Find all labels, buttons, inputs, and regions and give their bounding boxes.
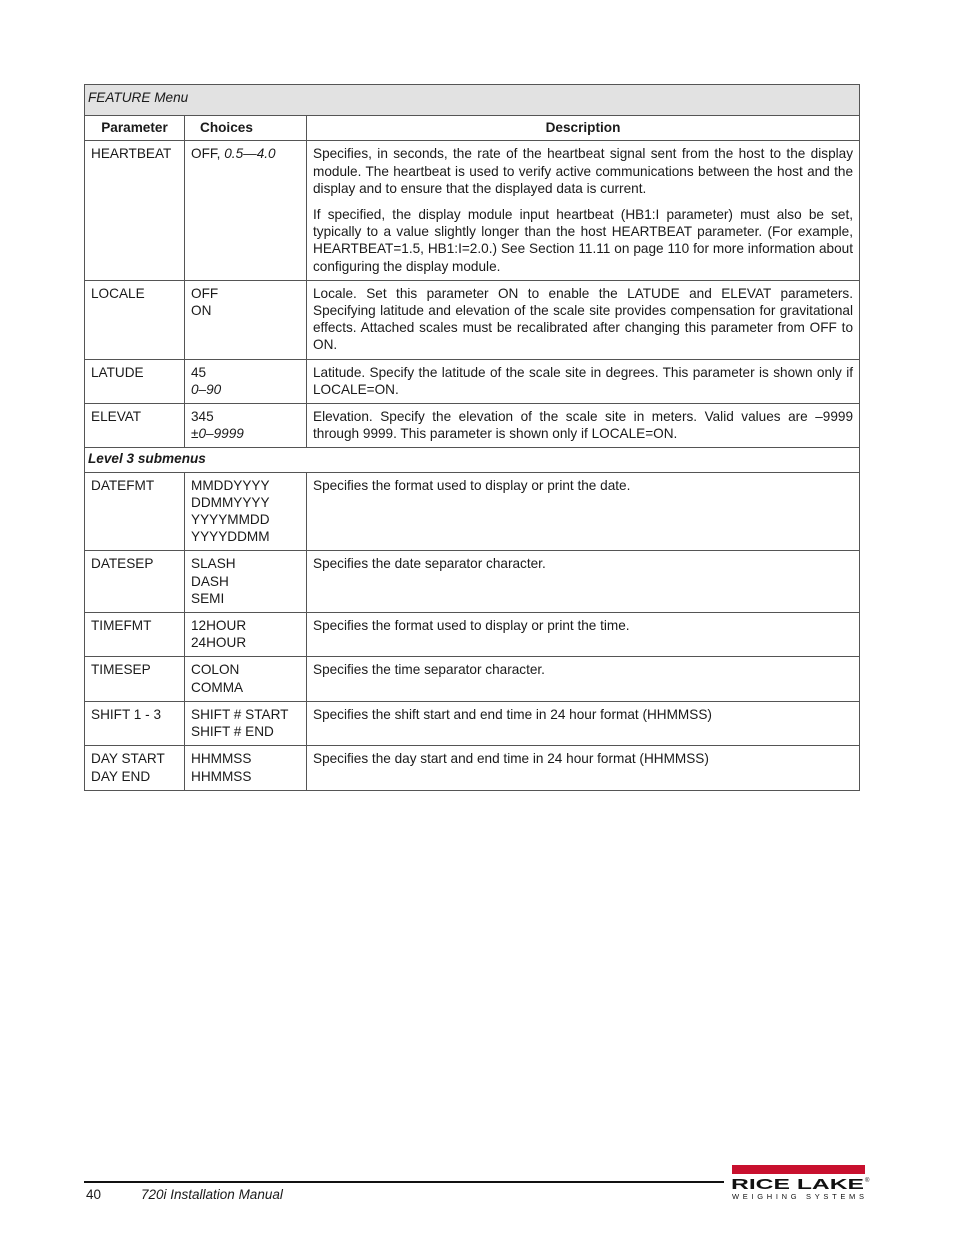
description-cell	[307, 613, 860, 657]
param-cell	[85, 551, 185, 613]
description-text: Locale. Set this parameter ON to enable the LATUDE and ELEVAT parameters. Specifying latitude and elevation of the scale site provides compensation for gravitational effects. Attached scales must be recalibrated after changing this parameter from OFF to ON.	[313, 285, 854, 353]
choices-cell	[185, 472, 307, 551]
param-name: DAY START	[91, 751, 165, 767]
choice-item: COMMA	[191, 679, 244, 695]
param-cell	[85, 359, 185, 403]
choices-cell	[185, 359, 307, 403]
table-row	[85, 404, 860, 448]
param-name: DAY END	[91, 768, 151, 784]
description-text: Specifies the time separator character.	[313, 662, 545, 678]
description-cell	[307, 280, 860, 359]
description-cell	[307, 472, 860, 551]
table-header-row	[85, 116, 860, 141]
description-text: If specified, the display module input heartbeat (HB1:I parameter) must also be set, typically to a value slightly longer than the host HEARTBEAT parameter. (For example, HEARTBEAT=1.5, HB1:I=2.0.) See Section 11.11 on page 110 for more information about configuring the display module.	[313, 207, 854, 274]
subheading-row	[85, 448, 860, 472]
param-name: DATESEP	[91, 556, 154, 572]
param-cell	[85, 141, 185, 280]
choice-default: 45	[191, 364, 207, 380]
page-number: 40	[86, 1187, 102, 1202]
feature-menu-table	[84, 84, 860, 791]
table-row	[85, 359, 860, 403]
description-text: Specifies the date separator character.	[313, 556, 546, 572]
description-cell	[307, 657, 860, 701]
table-row	[85, 613, 860, 657]
choice-item: DDMMYYYY	[191, 494, 270, 510]
param-cell	[85, 746, 185, 790]
column-header-parameter: Parameter	[85, 116, 185, 141]
table-row	[85, 746, 860, 790]
choices-cell	[185, 657, 307, 701]
table-row	[85, 657, 860, 701]
choices-cell	[185, 613, 307, 657]
choices-cell	[185, 280, 307, 359]
choice-item: YYYYDDMM	[191, 529, 270, 545]
choice-item: HHMMSS	[191, 768, 252, 784]
choice-default: OFF,	[191, 146, 221, 162]
description-cell	[307, 404, 860, 448]
logo-wordmark: RICE LAKE	[731, 1176, 864, 1193]
param-name: TIMESEP	[91, 662, 151, 678]
table-row	[85, 701, 860, 745]
choice-item: COLON	[191, 662, 240, 678]
param-cell	[85, 280, 185, 359]
choice-item: 12HOUR	[191, 618, 247, 634]
description-text: Specifies the shift start and end time in 24 hour format (HHMMSS)	[313, 706, 712, 722]
table-title: FEATURE Menu	[85, 85, 860, 116]
description-cell	[307, 141, 860, 280]
logo-registered-mark: ®	[865, 1178, 870, 1184]
logo-tagline: WEIGHING SYSTEMS	[732, 1192, 864, 1201]
choice-range: 0–90	[191, 381, 222, 397]
choices-cell	[185, 141, 307, 280]
choice-range: ±0–9999	[191, 426, 244, 442]
param-name: TIMEFMT	[91, 618, 152, 634]
description-text: Specifies the format used to display or print the date.	[313, 477, 631, 493]
choice-item: OFF	[191, 285, 219, 301]
choice-item: SHIFT # START	[191, 706, 289, 722]
param-cell	[85, 613, 185, 657]
description-cell	[307, 746, 860, 790]
table-row	[85, 472, 860, 551]
param-cell	[85, 472, 185, 551]
rice-lake-logo	[725, 1165, 870, 1201]
table-row	[85, 551, 860, 613]
choice-item: SEMI	[191, 590, 225, 606]
param-name: SHIFT 1 - 3	[91, 706, 161, 722]
description-text: Elevation. Specify the elevation of the scale site in meters. Valid values are –9999 through 9999. This parameter is shown only if LOCALE=ON.	[313, 409, 854, 442]
choices-cell	[185, 404, 307, 448]
table-row	[85, 280, 860, 359]
choices-cell	[185, 746, 307, 790]
manual-title: 720i Installation Manual	[141, 1187, 283, 1202]
choice-item: DASH	[191, 573, 229, 589]
description-text: Specifies, in seconds, the rate of the heartbeat signal sent from the host to the display module. The heartbeat is used to verify active communications between the host and the display and to ensure that the displayed data is current.	[313, 146, 854, 196]
column-header-description: Description	[307, 116, 860, 141]
description-text: Specifies the format used to display or print the time.	[313, 618, 630, 634]
choice-default: 345	[191, 409, 214, 425]
param-name: LATUDE	[91, 364, 144, 380]
logo-red-bar	[732, 1165, 865, 1174]
description-cell	[307, 359, 860, 403]
choice-item: ON	[191, 303, 212, 319]
param-name: DATEFMT	[91, 477, 155, 493]
description-text: Specifies the day start and end time in 24 hour format (HHMMSS)	[313, 751, 709, 767]
choice-item: SHIFT # END	[191, 724, 274, 740]
param-name: LOCALE	[91, 285, 145, 301]
choice-range: 0.5—4.0	[224, 146, 276, 162]
column-header-choices: Choices	[185, 116, 307, 141]
choice-item: YYYYMMDD	[191, 512, 270, 528]
description-cell	[307, 701, 860, 745]
table-row	[85, 141, 860, 280]
param-cell	[85, 404, 185, 448]
param-cell	[85, 701, 185, 745]
choice-item: 24HOUR	[191, 635, 247, 651]
choice-item: MMDDYYYY	[191, 477, 270, 493]
choice-item: SLASH	[191, 556, 236, 572]
param-cell	[85, 657, 185, 701]
choices-cell	[185, 701, 307, 745]
param-name: HEARTBEAT	[91, 146, 172, 162]
choice-item: HHMMSS	[191, 751, 252, 767]
description-cell	[307, 551, 860, 613]
param-name: ELEVAT	[91, 409, 142, 425]
footer-divider	[84, 1181, 724, 1183]
description-text: Latitude. Specify the latitude of the scale site in degrees. This parameter is shown only if LOCALE=ON.	[313, 364, 854, 397]
choices-cell	[185, 551, 307, 613]
subheading: Level 3 submenus	[85, 448, 860, 472]
